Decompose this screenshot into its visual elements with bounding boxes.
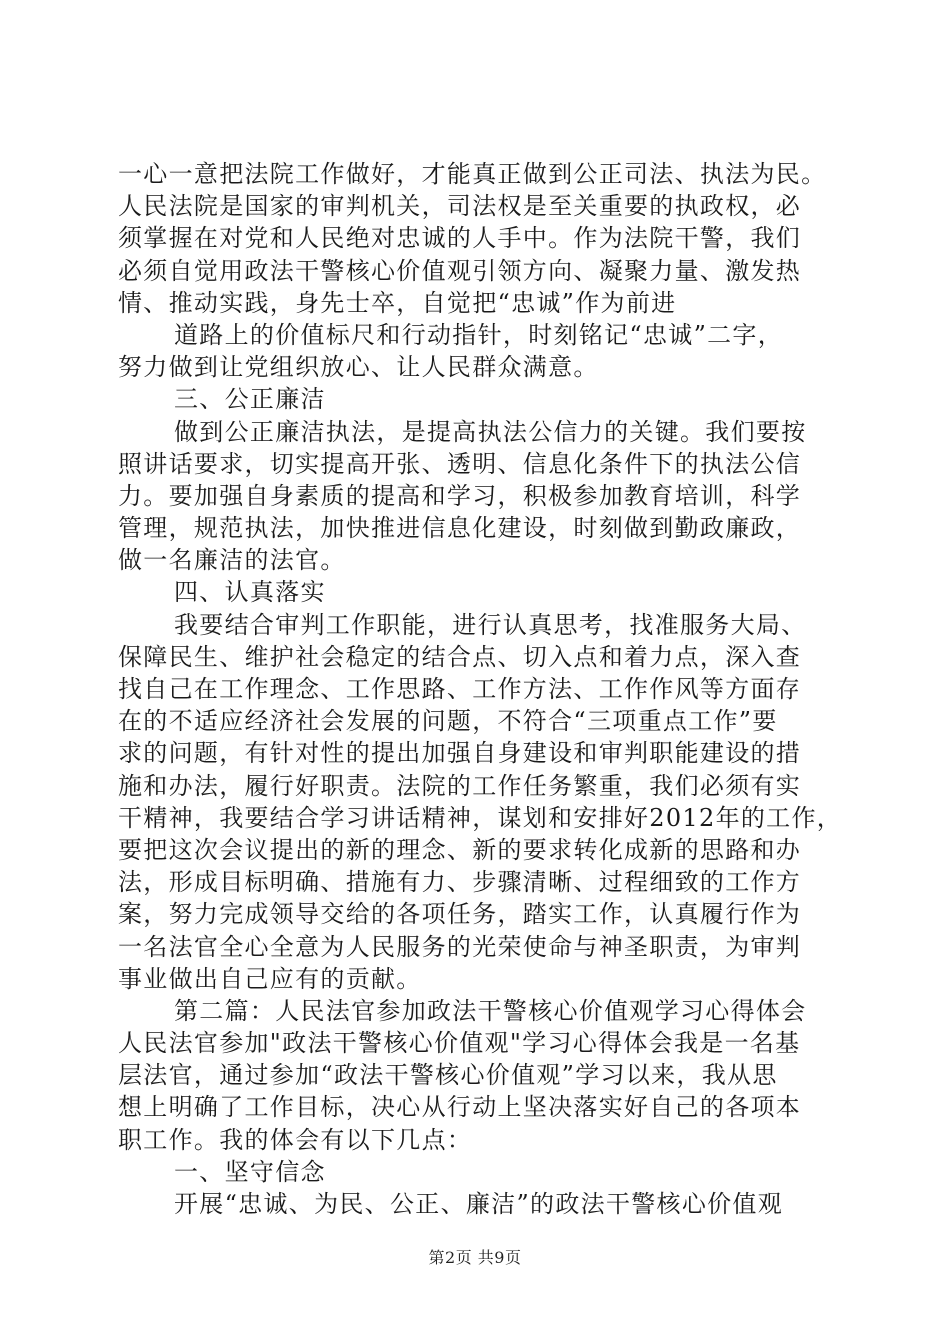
document-body: [118, 158, 843, 1220]
text-line: 一、坚守信念: [174, 1157, 326, 1186]
text-line: 干精神，我要结合学习讲话精神，谋划和安排好2012年的工作，: [118, 803, 843, 832]
text-line: 找自己在工作理念、工作思路、工作方法、工作作风等方面存: [118, 675, 802, 703]
text-line: 一名法官全心全意为人民服务的光荣使命与神圣职责，为审判: [118, 932, 802, 961]
text-line: 人民法院是国家的审判机关，司法权是至关重要的执政权，必: [118, 192, 802, 221]
text-line: 做到公正廉洁执法，是提高执法公信力的关键。我们要按: [174, 417, 807, 446]
text-line: 层法官，通过参加“政法干警核心价值观”学习以来，我从思: [118, 1061, 778, 1090]
text-line: 管理，规范执法，加快推进信息化建设，时刻做到勤政廉政，: [118, 514, 802, 543]
text-line: 案，努力完成领导交给的各项任务，踏实工作，认真履行作为: [118, 900, 802, 929]
text-line: 施和办法，履行好职责。法院的工作任务繁重，我们必须有实: [118, 771, 802, 800]
text-line: 力。要加强自身素质的提高和学习，积极参加教育培训，科学: [118, 481, 802, 510]
text-line: 保障民生、维护社会稳定的结合点、切入点和着力点，深入查: [118, 642, 802, 671]
text-line: 做一名廉洁的法官。: [118, 546, 346, 575]
text-line: 道路上的价值标尺和行动指针，时刻铭记“忠诚”二字，: [174, 320, 784, 349]
page-footer: 第2页 共9页: [428, 1248, 522, 1267]
text-line: 必须自觉用政法干警核心价值观引领方向、凝聚力量、激发热: [118, 256, 802, 285]
text-line: 事业做出自己应有的贡献。: [118, 964, 422, 993]
text-line: 照讲话要求，切实提高开张、透明、信息化条件下的执法公信: [118, 449, 802, 478]
text-line: 法，形成目标明确、措施有力、步骤清晰、过程细致的工作方: [118, 868, 802, 897]
text-line: 努力做到让党组织放心、让人民群众满意。: [118, 353, 599, 382]
text-line: 我要结合审判工作职能，进行认真思考，找准服务大局、: [174, 610, 807, 639]
text-line: 第二篇：人民法官参加政法干警核心价值观学习心得体会: [174, 996, 807, 1025]
text-line: 职工作。我的体会有以下几点：: [118, 1125, 473, 1154]
text-line: 在的不适应经济社会发展的问题，不符合“三项重点工作”要: [118, 707, 778, 736]
text-line: 三、公正廉洁: [174, 385, 326, 414]
text-line: 要把这次会议提出的新的理念、新的要求转化成新的思路和办: [118, 835, 802, 864]
text-line: 求的问题，有针对性的提出加强自身建设和审判职能建设的措: [118, 739, 802, 768]
text-line: 一心一意把法院工作做好，才能真正做到公正司法、执法为民。: [118, 160, 827, 188]
text-line: 情、推动实践，身先士卒，自觉把“忠诚”作为前进: [118, 288, 677, 317]
text-line: 四、认真落实: [174, 578, 326, 607]
text-line: 开展“忠诚、为民、公正、廉洁”的政法干警核心价值观: [174, 1190, 784, 1218]
text-line: 人民法官参加"政法干警核心价值观"学习心得体会我是一名基: [118, 1029, 801, 1058]
text-line: 想上明确了工作目标，决心从行动上坚决落实好自己的各项本: [118, 1093, 802, 1122]
text-line: 须掌握在对党和人民绝对忠诚的人手中。作为法院干警，我们: [118, 224, 802, 253]
